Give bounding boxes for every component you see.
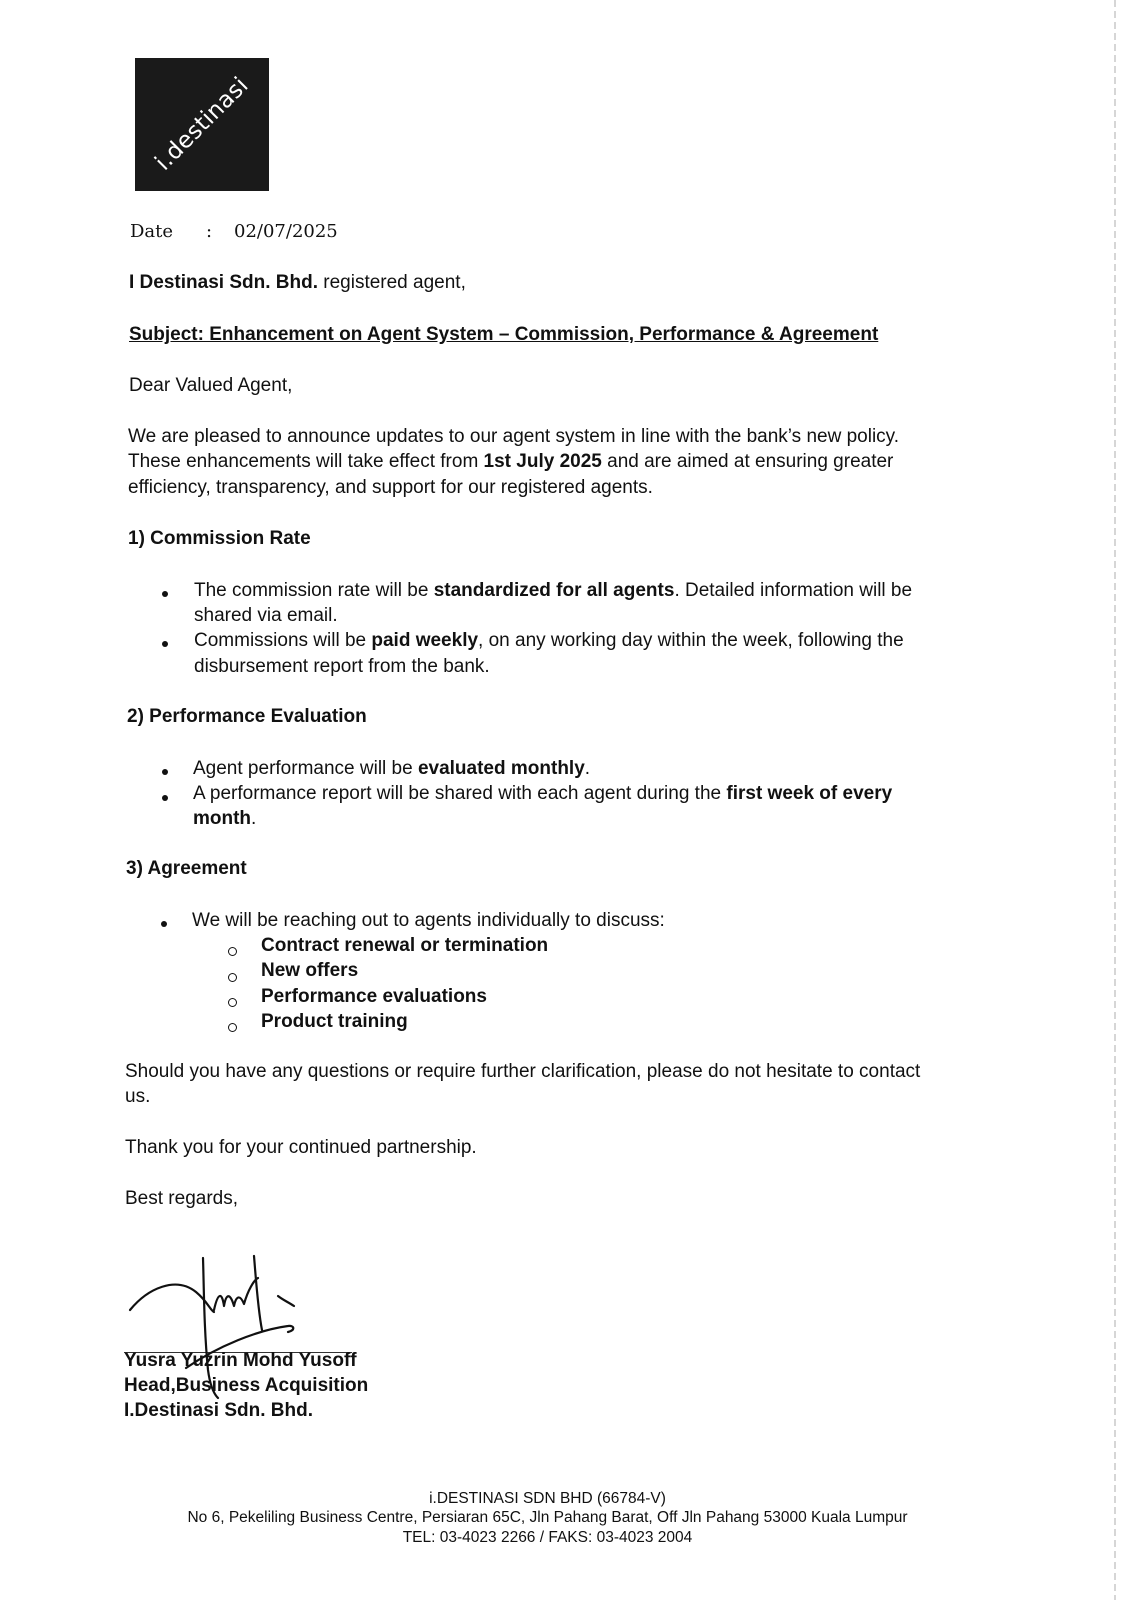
date-separator: :: [206, 221, 213, 242]
text: The commission rate will be: [194, 580, 434, 601]
text: Commissions will be: [194, 630, 372, 651]
company-logo: [135, 58, 269, 191]
intro-line-1: We are pleased to announce updates to our agent system in line with the bank’s new policy.: [128, 426, 900, 447]
commission-bullet-1: [194, 578, 912, 604]
section-heading-performance: 2) Performance Evaluation: [127, 706, 367, 727]
intro-line-3: efficiency, transparency, and support for our registered agents.: [128, 477, 653, 498]
recipient-rest: registered agent,: [317, 272, 466, 293]
agreement-subitem: Performance evaluations: [261, 986, 487, 1007]
sub-bullet-circle: [228, 1023, 237, 1032]
recipient-line: [129, 270, 466, 296]
commission-bullet-2: [194, 628, 904, 654]
footer-company: i.DESTINASI SDN BHD (66784-V): [429, 1490, 666, 1507]
bullet-dot: [162, 795, 168, 801]
performance-bullet-2-cont: [193, 806, 256, 832]
salutation: Dear Valued Agent,: [129, 375, 293, 396]
emphasis: paid weekly: [371, 630, 479, 651]
section-heading-commission: 1) Commission Rate: [128, 528, 311, 549]
agreement-subitem: Product training: [261, 1011, 408, 1032]
sub-bullet-circle: [228, 973, 237, 982]
text: Agent performance will be: [193, 758, 418, 779]
commission-bullet-2-cont: disbursement report from the bank.: [194, 656, 490, 677]
commission-bullet-1-cont: shared via email.: [194, 605, 338, 626]
effective-date: 1st July 2025: [483, 451, 602, 472]
emphasis: month: [193, 808, 252, 829]
sub-bullet-circle: [228, 998, 237, 1007]
performance-bullet-2: [193, 781, 892, 807]
performance-bullet-1: [193, 756, 590, 782]
closing-line-2: us.: [125, 1086, 151, 1107]
footer-contact: TEL: 03-4023 2266 / FAKS: 03-4023 2004: [402, 1529, 693, 1546]
handwritten-signature: [118, 1250, 318, 1400]
bullet-dot: [161, 921, 167, 927]
agreement-subitem: Contract renewal or termination: [261, 935, 549, 956]
date-label: Date: [130, 221, 174, 242]
text: , on any working day within the week, following the: [478, 630, 904, 651]
logo-text: i.destinasi: [150, 72, 254, 176]
emphasis: evaluated monthly: [417, 758, 585, 779]
text: . Detailed information will be: [674, 580, 913, 601]
scan-edge: [1114, 0, 1116, 1600]
bullet-dot: [162, 591, 168, 597]
text: .: [251, 808, 257, 829]
agreement-subitem: New offers: [261, 960, 359, 981]
signatory-title: Head,Business Acquisition: [124, 1375, 369, 1396]
subject-line: Subject: Enhancement on Agent System – Commission, Performance & Agreement: [129, 324, 879, 345]
intro-text: These enhancements will take effect from: [128, 451, 484, 472]
regards-line: Best regards,: [125, 1188, 238, 1209]
footer-address: No 6, Pekeliling Business Centre, Persiaran 65C, Jln Pahang Barat, Off Jln Pahang 53000 Kuala Lumpur: [187, 1509, 908, 1526]
agreement-bullet-1: We will be reaching out to agents individually to discuss:: [192, 910, 665, 931]
signatory-company: I.Destinasi Sdn. Bhd.: [124, 1400, 313, 1421]
text: A performance report will be shared with each agent during the: [193, 783, 727, 804]
emphasis: first week of every: [726, 783, 893, 804]
text: .: [584, 758, 591, 779]
intro-line-2: [128, 449, 893, 475]
signatory-name: Yusra Yuzrin Mohd Yusoff: [124, 1350, 357, 1371]
intro-text: and are aimed at ensuring greater: [601, 451, 894, 472]
thanks-line: Thank you for your continued partnership.: [125, 1137, 477, 1158]
closing-line-1: Should you have any questions or require further clarification, please do not hesitate to contact: [125, 1061, 921, 1082]
section-heading-agreement: 3) Agreement: [126, 858, 247, 879]
bullet-dot: [162, 641, 168, 647]
emphasis: standardized for all agents: [433, 580, 675, 601]
recipient-company: I Destinasi Sdn. Bhd.: [129, 272, 318, 293]
bullet-dot: [162, 769, 168, 775]
date-value: 02/07/2025: [234, 221, 338, 242]
sub-bullet-circle: [228, 947, 237, 956]
